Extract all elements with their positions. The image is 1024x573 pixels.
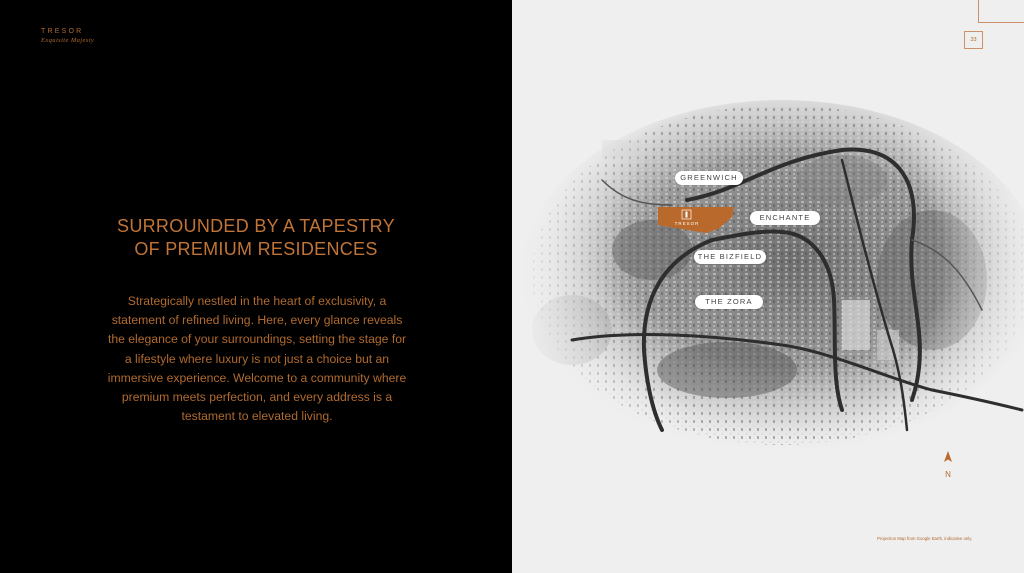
tresor-plot-highlight[interactable] <box>658 207 734 233</box>
description-paragraph: Strategically nestled in the heart of exclusivity, a statement of refined living. Here, every glance reveals the elegance of your surroundings, setting the stage for a lifestyle where luxury is not just a choice but an immersive experience. Welcome to a community where premium meets perfection, and every address is a testament to elevated living. <box>107 294 407 424</box>
compass-north-label: N <box>945 470 951 479</box>
tresor-plot-shape <box>658 207 734 233</box>
brand-logo <box>41 28 94 44</box>
map-label-the-zora[interactable]: THE ZORA <box>695 295 763 309</box>
map-label-the-bizfield[interactable]: THE BIZFIELD <box>694 250 766 264</box>
map-label-enchante[interactable]: ENCHANTE <box>750 211 820 225</box>
page-title <box>0 215 512 261</box>
map-terrain <box>522 100 1024 450</box>
page-title-line-2: OF PREMIUM RESIDENCES <box>134 239 378 259</box>
tresor-plot-label: TRESOR <box>674 221 700 226</box>
map-label-greenwich[interactable]: GREENWICH <box>675 171 743 185</box>
brand-tagline: Exquisite Majesty <box>41 37 95 44</box>
aerial-map <box>512 0 1024 573</box>
tresor-emblem-icon <box>681 209 692 220</box>
corner-line-horizontal <box>978 22 1024 23</box>
page-number: 33 <box>964 31 983 49</box>
page-title-line-1: SURROUNDED BY A TAPESTRY <box>117 216 395 236</box>
compass <box>942 450 954 479</box>
brand-name: TRESOR <box>41 28 84 35</box>
map-panel <box>512 0 1024 573</box>
north-arrow-icon <box>942 451 954 463</box>
map-source-note: Projection Map from Google Earth, indicative only. <box>877 536 973 541</box>
corner-line-vertical <box>978 0 979 22</box>
